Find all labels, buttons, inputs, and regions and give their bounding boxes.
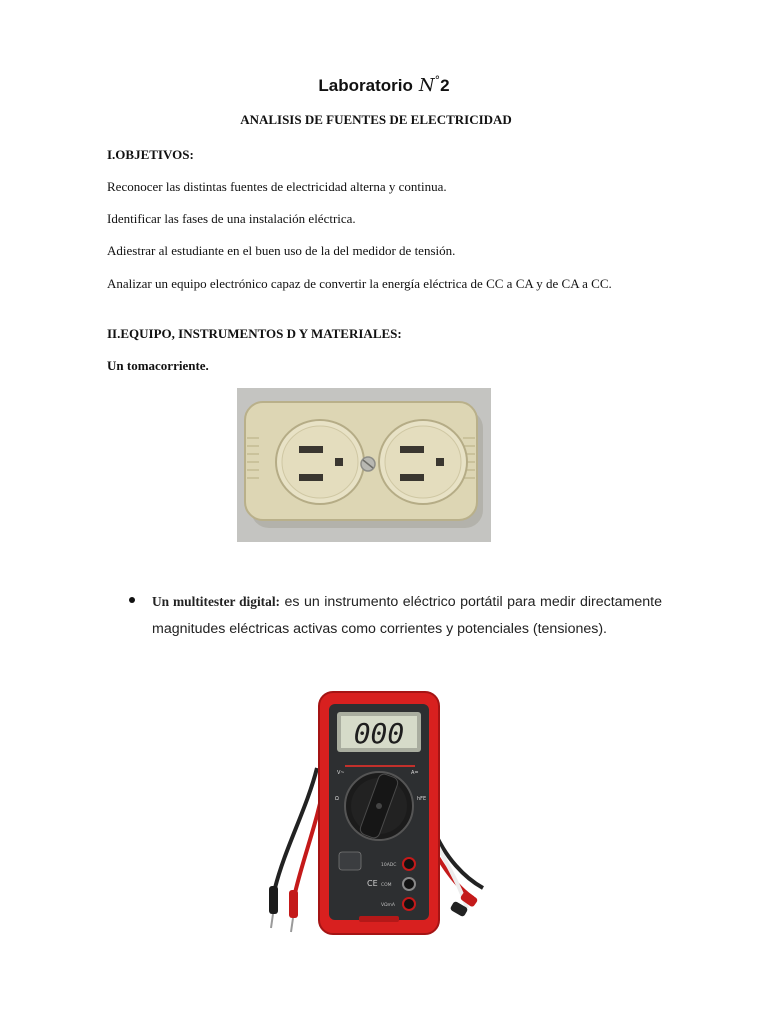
title-math-symbol: N°: [418, 74, 441, 96]
page-title: [0, 74, 768, 96]
multimeter-photo: [255, 688, 505, 938]
multitester-bullet-text: es un instrumento eléctrico portátil para medir directamente magnitudes eléctricas activas como corrientes y potenciales (tensiones).: [152, 594, 662, 637]
section-equipment-heading: II.EQUIPO, INSTRUMENTOS D Y MATERIALES:: [107, 326, 402, 341]
section-objectives-heading: I.OBJETIVOS:: [107, 147, 194, 162]
multimeter-display-value: 000: [353, 717, 405, 750]
svg-text:hFE: hFE: [417, 796, 427, 802]
bullet-dot: [129, 597, 135, 603]
svg-text:A=: A=: [411, 770, 419, 776]
objective-4: Analizar un equipo electrónico capaz de convertir la energía eléctrica de CC a CA y de CA a CC.: [107, 276, 612, 291]
objective-3: Adiestrar al estudiante en el buen uso de la del medidor de tensión.: [107, 243, 456, 258]
svg-text:10ADC: 10ADC: [381, 863, 397, 868]
multitester-bullet: [152, 588, 662, 643]
item-outlet-label: Un tomacorriente.: [107, 358, 209, 373]
multitester-bullet-bold: Un multitester digital:: [152, 594, 281, 609]
svg-text:COM: COM: [381, 883, 392, 888]
objective-1: Reconocer las distintas fuentes de electricidad alterna y continua.: [107, 179, 447, 194]
svg-text:CE: CE: [367, 879, 378, 888]
title-text: Laboratorio: [318, 76, 413, 95]
title-number: 2: [440, 76, 450, 95]
outlet-photo: [237, 388, 491, 542]
objective-2: Identificar las fases de una instalación eléctrica.: [107, 211, 356, 226]
svg-text:Ω: Ω: [335, 796, 339, 802]
svg-text:VΩmA: VΩmA: [381, 903, 395, 908]
page-subtitle: ANALISIS DE FUENTES DE ELECTRICIDAD: [240, 112, 512, 127]
svg-text:V~: V~: [337, 770, 345, 776]
